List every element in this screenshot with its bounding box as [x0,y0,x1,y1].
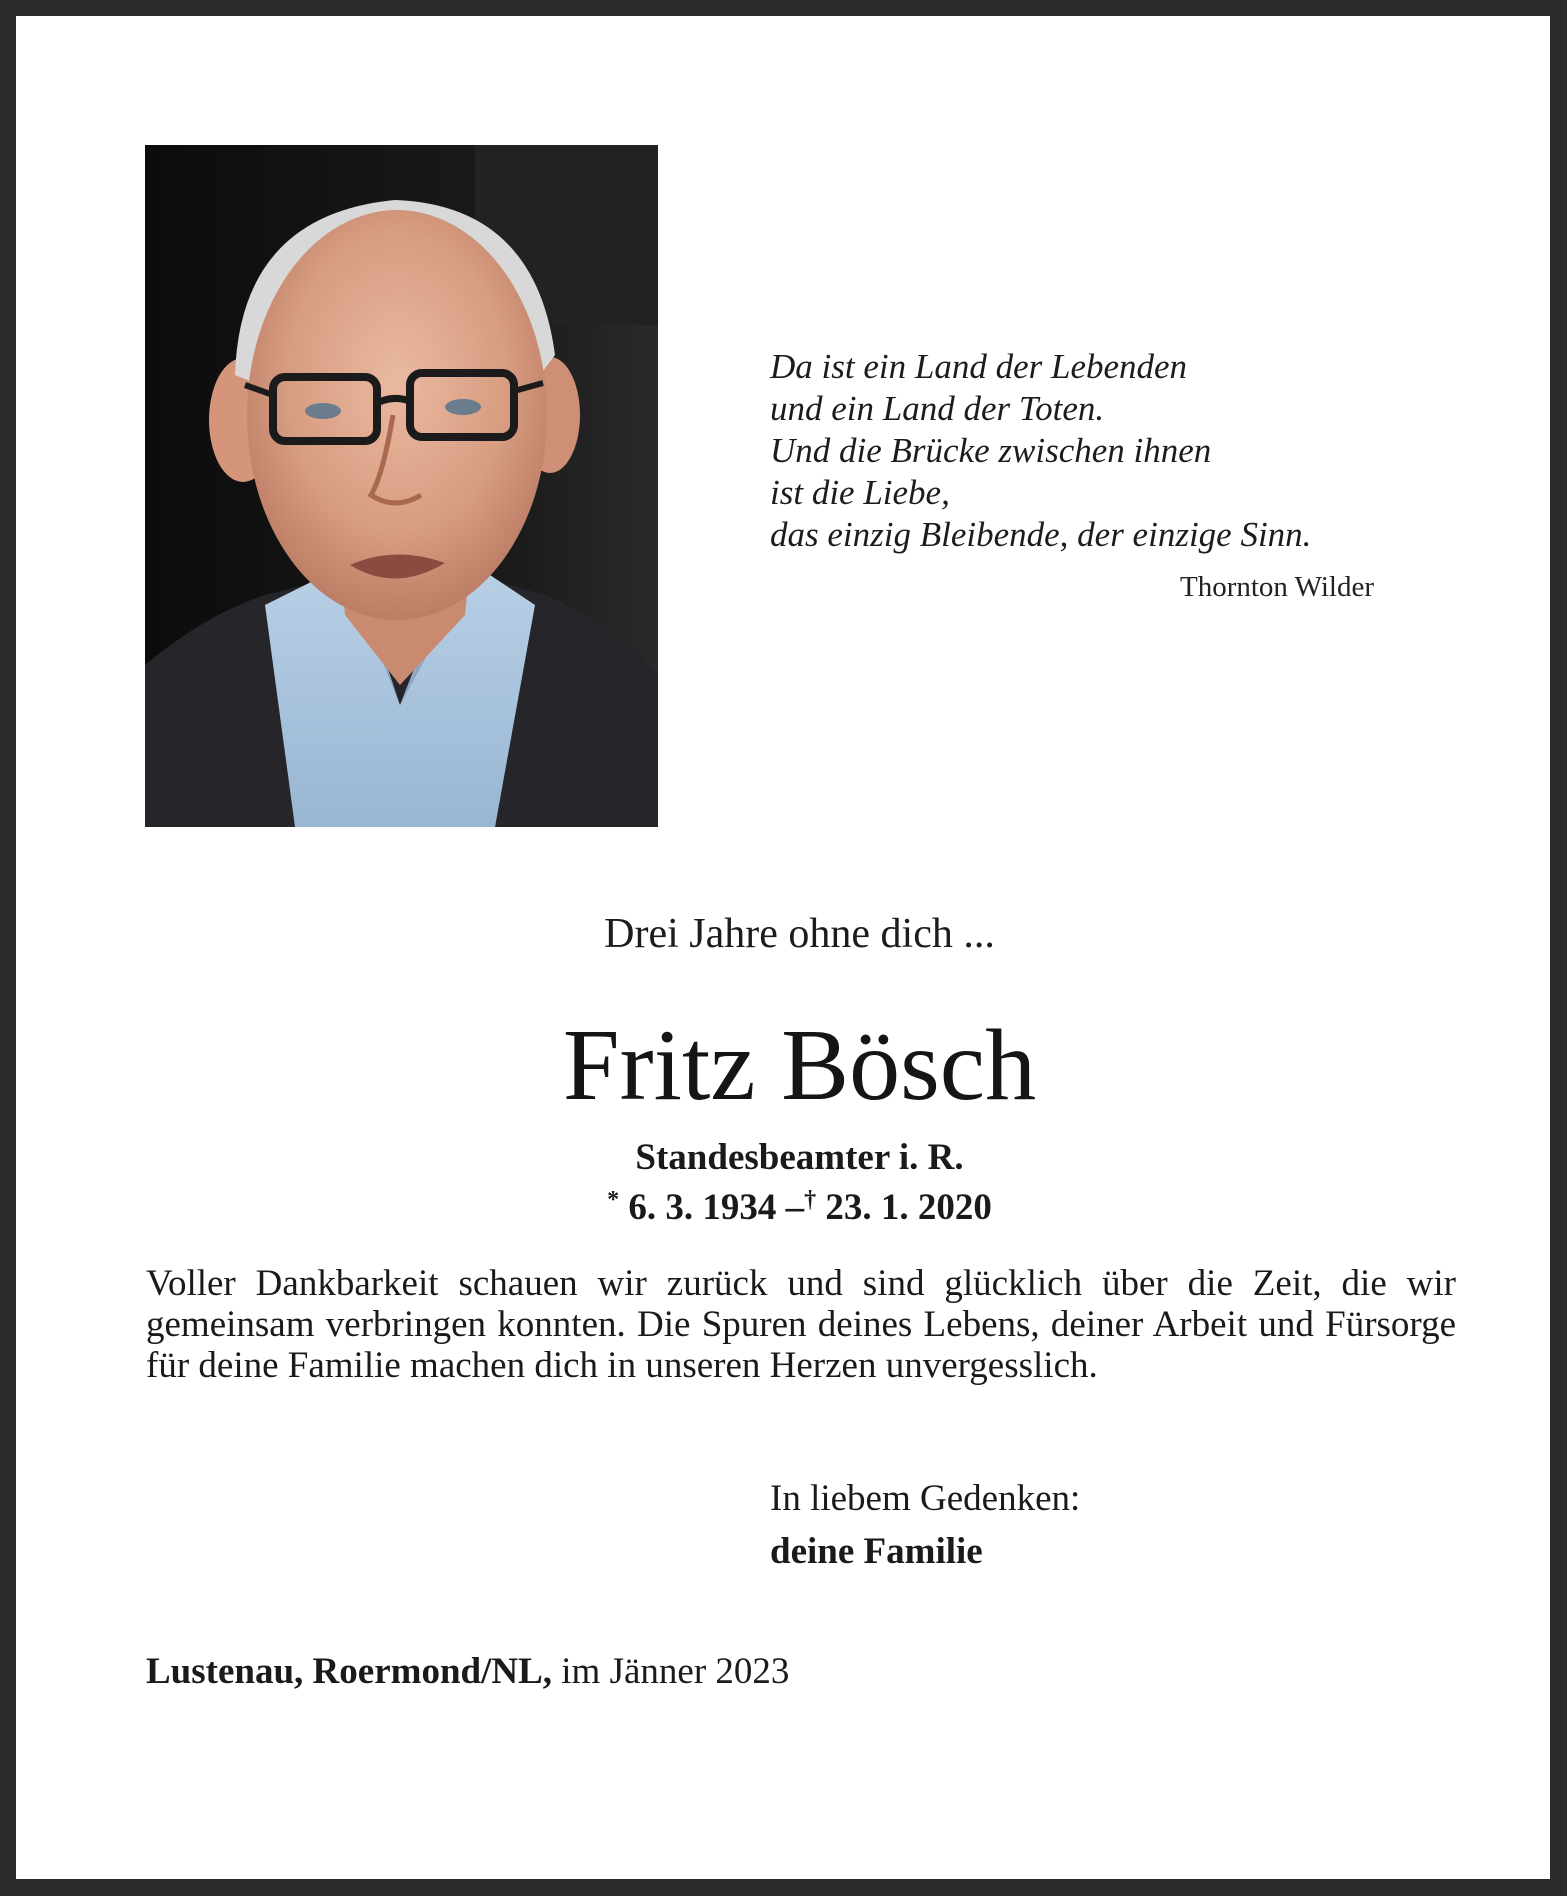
life-dates [16,1178,1567,1230]
closing-line: In liebem Gedenken: [770,1478,1081,1519]
quote-author: Thornton Wilder [1179,571,1374,603]
death-symbol: † [804,1187,817,1213]
birth-date: 6. 3. 1934 [628,1187,777,1228]
memorial-closing [770,1472,1080,1578]
quote-line: ist die Liebe, [770,473,950,512]
subtitle: Drei Jahre ohne dich ... [604,911,995,957]
birth-symbol: * [607,1187,620,1213]
place-date [146,1650,789,1694]
quote-line: Da ist ein Land der Lebenden [770,347,1188,386]
death-date: 23. 1. 2020 [825,1187,992,1228]
deceased-name: Fritz Bösch [562,1009,1037,1122]
body-text: Voller Dankbarkeit schauen wir zurück und sind glücklich über die Zeit, die wir gemeinsam verbringen konnten. Die Spuren deines Lebens, deiner Arbeit und Fürsorge für deine Familie machen dich in unseren Herzen unvergesslich. [146,1263,1456,1386]
quote [770,346,1410,556]
closing-family: deine Familie [770,1531,983,1572]
quote-line: das einzig Bleibende, der einzige Sinn. [770,515,1312,554]
place-locations: Lustenau, Roermond/NL, [146,1651,553,1692]
quote-line: Und die Brücke zwischen ihnen [770,431,1212,470]
portrait-photo [145,145,658,827]
quote-line: und ein Land der Toten. [770,389,1105,428]
date-separator: – [785,1187,805,1228]
deceased-role: Standesbeamter i. R. [635,1137,964,1178]
place-date-text: im Jänner 2023 [561,1651,790,1692]
